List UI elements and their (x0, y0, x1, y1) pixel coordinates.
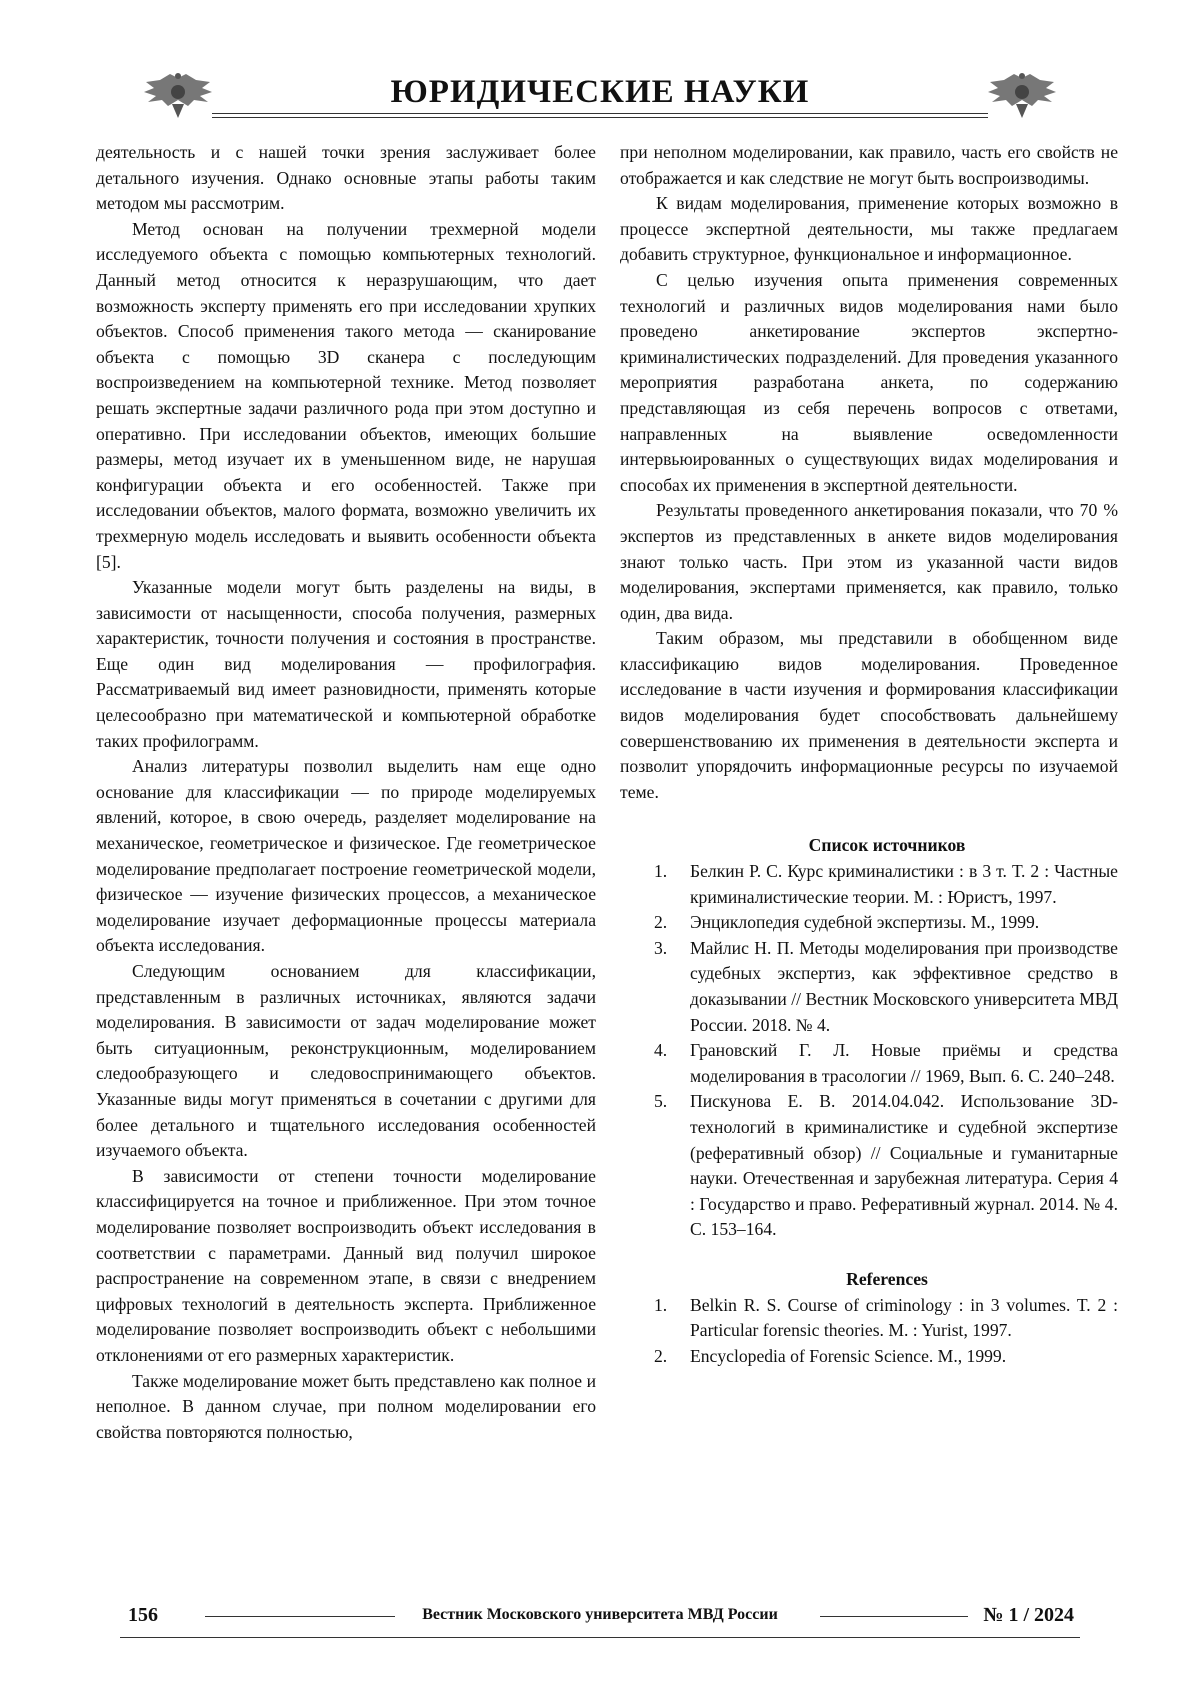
paragraph: Метод основан на получении трехмерной модели исследуемого объекта с помощью компьютерных технологий. Данный метод относится к неразрушающим, что дает возможность эксперту применять его при исследовании хрупких объектов. Способ применения такого метода — сканирование объекта с помощью 3D сканера с последующим воспроизведением на компьютерной технике. Метод позволяет решать экспертные задачи различного рода при этом доступно и оперативно. При исследовании объектов, имеющих большие размеры, метод изучает их в уменьшенном виде, не нарушая конфигурации объекта и его особенностей. Также при исследовании объектов, малого формата, возможно увеличить их трехмерную модель исследовать и выявить особенности объекта [5]. (96, 217, 596, 575)
left-column (96, 140, 596, 1445)
footer-base-rule (120, 1637, 1080, 1638)
list-item (620, 1293, 1118, 1344)
list-item-text: Грановский Г. Л. Новые приёмы и средства моделирования в трасологии // 1969, Вып. 6. С. 240–248. (690, 1040, 1118, 1086)
list-item-text: Encyclopedia of Forensic Science. M., 1999. (690, 1346, 1006, 1366)
list-item (620, 1089, 1118, 1243)
right-column (620, 140, 1118, 1369)
page-header (120, 66, 1080, 126)
sources-heading: Список источников (620, 833, 1118, 859)
list-item-number: 1. (654, 1293, 667, 1319)
list-item-number: 2. (654, 910, 667, 936)
list-item-number: 3. (654, 936, 667, 962)
list-item (620, 859, 1118, 910)
page-footer (120, 1600, 1080, 1640)
list-item-number: 1. (654, 859, 667, 885)
footer-rule (820, 1616, 968, 1617)
list-item-number: 5. (654, 1089, 667, 1115)
paragraph: Результаты проведенного анкетирования показали, что 70 % экспертов из представленных в анкете видов моделирования знают только часть. При этом из указанной части видов моделирования, экспертами применяется, как правило, только один, два вида. (620, 498, 1118, 626)
paragraph: К видам моделирования, применение которых возможно в процессе экспертной деятельности, мы также предлагаем добавить структурное, функциональное и информационное. (620, 191, 1118, 268)
references-list (620, 1293, 1118, 1370)
paragraph: Анализ литературы позволил выделить нам еще одно основание для классификации — по природе моделируемых явлений, которое, в свою очередь, разделяет моделирование на механическое, геометрическое и физическое. Где геометрическое моделирование предполагает построение геометрической модели, физическое — изучение физических процессов, а механическое моделирование изучает деформационные процессы материала объекта исследования. (96, 754, 596, 959)
list-item-text: Энциклопедия судебной экспертизы. М., 1999. (690, 912, 1039, 932)
paragraph: В зависимости от степени точности моделирование классифицируется на точное и приближенное. При этом точное моделирование позволяет воспроизводить объект исследования в соответствии с параметрами. Данный вид получил широкое распространение на современном этапе, в связи с внедрением цифровых технологий в деятельность эксперта. Приближенное моделирование позволяет воспроизводить объект с небольшими отклонениями от его размерных характеристик. (96, 1164, 596, 1369)
header-rule (212, 113, 988, 114)
paragraph: С целью изучения опыта применения современных технологий и различных видов моделирования нами было проведено анкетирование экспертов экспертно-криминалистических подразделений. Для проведения указанного мероприятия разработана анкета, по содержанию представляющая из себя перечень вопросов с ответами, направленных на выявление осведомленности интервьюированных о существующих видах моделирования и способах их применения в экспертной деятельности. (620, 268, 1118, 498)
paragraph: при неполном моделировании, как правило, часть его свойств не отображается и как следствие не могут быть воспроизводимы. (620, 140, 1118, 191)
list-item (620, 1038, 1118, 1089)
issue-number: № 1 / 2024 (983, 1604, 1074, 1627)
list-item-text: Belkin R. S. Course of criminology : in 3 volumes. T. 2 : Particular forensic theories. M. : Yurist, 1997. (690, 1295, 1118, 1341)
paragraph: Следующим основанием для классификации, представленным в различных источниках, являются задачи моделирования. В зависимости от задач моделирование может быть ситуационным, реконструкционным, моделированием следообразующего и следовоспринимающего объектов. Указанные виды могут применяться в сочетании с другими для более детального и тщательного исследования особенностей изучаемого объекта. (96, 959, 596, 1164)
list-item-text: Белкин Р. С. Курс криминалистики : в 3 т. Т. 2 : Частные криминалистические теории. М. : Юристъ, 1997. (690, 861, 1118, 907)
list-item-text: Майлис Н. П. Методы моделирования при производстве судебных экспертиз, как эффективное средство в доказывании // Вестник Московского университета МВД России. 2018. № 4. (690, 938, 1118, 1035)
paragraph: Указанные модели могут быть разделены на виды, в зависимости от насыщенности, способа получения, размерных характеристик, точности получения и состояния в пространстве. Еще один вид моделирования — профилография. Рассматриваемый вид имеет разновидности, применять которые целесообразно при математической и компьютерной обработке таких профилограмм. (96, 575, 596, 754)
paragraph: Также моделирование может быть представлено как полное и неполное. В данном случае, при полном моделировании его свойства повторяются полностью, (96, 1369, 596, 1446)
journal-title: Вестник Московского университета МВД России (120, 1606, 1080, 1624)
page-number: 156 (128, 1604, 158, 1627)
list-item (620, 936, 1118, 1038)
list-item (620, 910, 1118, 936)
list-item (620, 1344, 1118, 1370)
paragraph: деятельность и с нашей точки зрения заслуживает более детального изучения. Однако основные этапы работы таким методом мы рассмотрим. (96, 140, 596, 217)
list-item-text: Пискунова Е. В. 2014.04.042. Использование 3D-технологий в криминалистике и судебной экспертизе (реферативный обзор) // Социальные и гуманитарные науки. Отечественная и зарубежная литература. Серия 4 : Государство и право. Реферативный журнал. 2014. № 4. С. 153–164. (690, 1091, 1118, 1239)
header-rule (212, 117, 988, 118)
sources-list (620, 859, 1118, 1243)
references-heading: References (620, 1267, 1118, 1293)
list-item-number: 4. (654, 1038, 667, 1064)
section-title: ЮРИДИЧЕСКИЕ НАУКИ (120, 74, 1080, 111)
list-item-number: 2. (654, 1344, 667, 1370)
eagle-emblem-icon (984, 70, 1060, 122)
paragraph: Таким образом, мы представили в обобщенном виде классификацию видов моделирования. Проведенное исследование в части изучения и формирования классификации видов моделирования будет способствовать дальнейшему совершенствованию их применения в деятельности эксперта и позволит упорядочить информационные ресурсы по изучаемой теме. (620, 626, 1118, 805)
